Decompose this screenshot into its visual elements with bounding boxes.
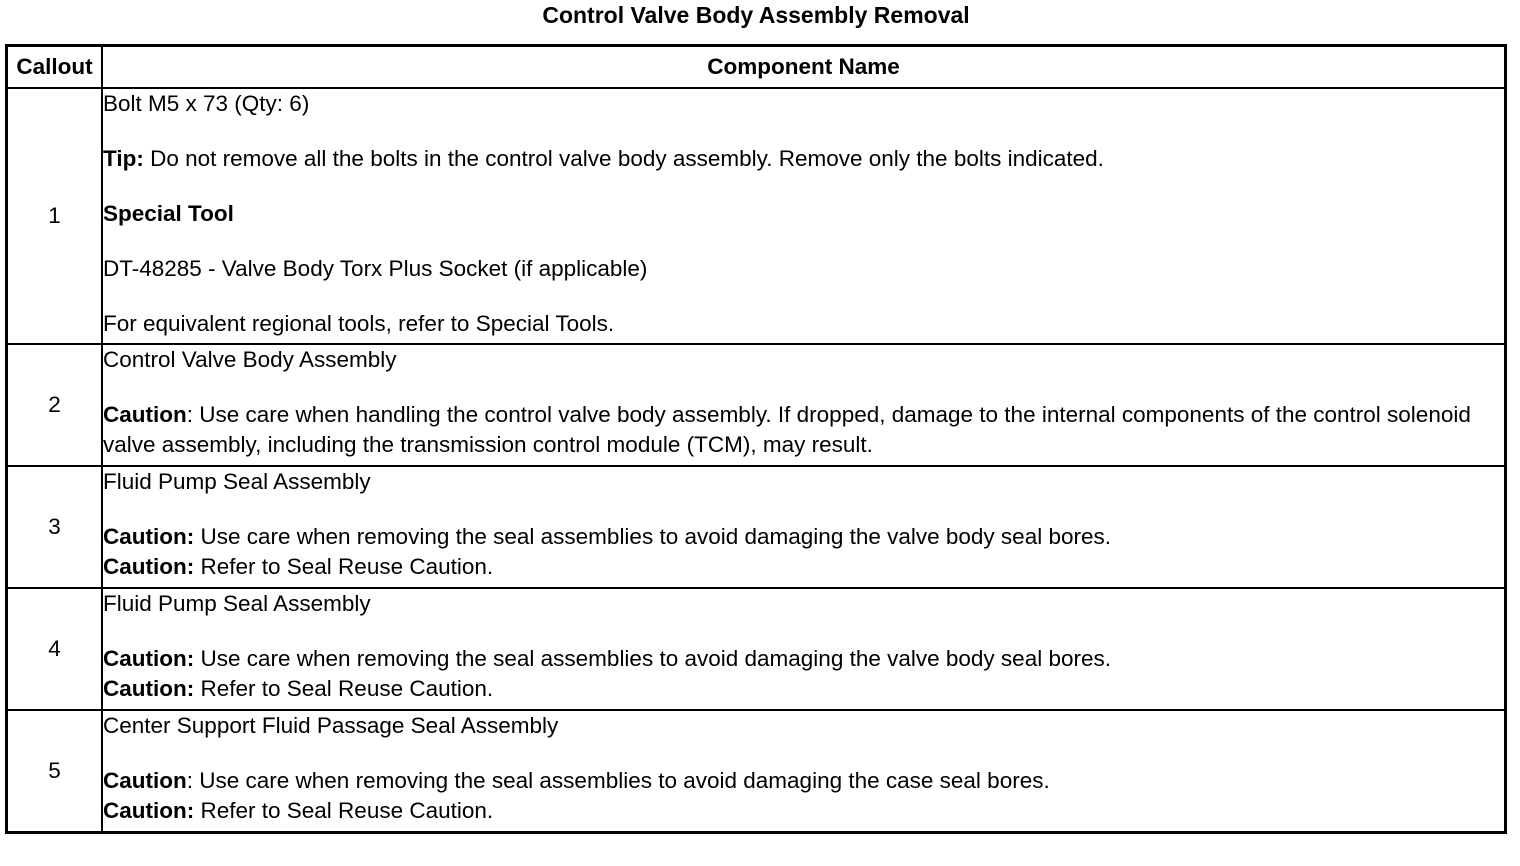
- table-row: [7, 710, 1506, 833]
- caution-label: Caution: [103, 402, 187, 427]
- caution-text: Use care when removing the seal assemblies to avoid damaging the valve body seal bores.: [194, 524, 1111, 549]
- caution-text: : Use care when handling the control valve body assembly. If dropped, damage to the internal components of the control solenoid valve assembly, including the transmission control module (TCM), may result.: [103, 402, 1471, 457]
- callout-column-header: Callout: [7, 46, 103, 89]
- callout-number: 1: [7, 88, 103, 344]
- caution-label: Caution:: [103, 798, 195, 823]
- component-name: Fluid Pump Seal Assembly: [103, 591, 371, 616]
- component-description: [102, 466, 1506, 588]
- caution-notes: [103, 766, 1504, 826]
- caution-label: Caution:: [103, 676, 195, 701]
- component-name: Bolt M5 x 73 (Qty: 6): [103, 91, 310, 116]
- caution-note: [103, 400, 1504, 460]
- caution-text: : Use care when removing the seal assemblies to avoid damaging the case seal bores.: [186, 768, 1050, 793]
- callout-number: 2: [7, 344, 103, 466]
- table-row: [7, 344, 1506, 466]
- component-name: Fluid Pump Seal Assembly: [103, 469, 371, 494]
- component-description: [102, 88, 1506, 344]
- caution-label: Caution:: [103, 554, 195, 579]
- component-description: [102, 710, 1506, 833]
- caution-label: Caution:: [103, 646, 195, 671]
- tip-text: Do not remove all the bolts in the control valve body assembly. Remove only the bolts indicated.: [143, 146, 1104, 171]
- caution-notes: [103, 522, 1504, 582]
- table-header-row: [7, 46, 1506, 89]
- caution-notes: [103, 644, 1504, 704]
- caution-text: Use care when removing the seal assemblies to avoid damaging the valve body seal bores.: [194, 646, 1111, 671]
- caution-text: Refer to Seal Reuse Caution.: [194, 798, 494, 823]
- component-table: [5, 44, 1507, 834]
- table-row: [7, 588, 1506, 710]
- equivalent-tools-note: For equivalent regional tools, refer to Special Tools.: [103, 311, 615, 336]
- page-title: Control Valve Body Assembly Removal: [542, 2, 970, 28]
- component-description: [102, 588, 1506, 710]
- table-row: [7, 466, 1506, 588]
- table-row: [7, 88, 1506, 344]
- caution-text: Refer to Seal Reuse Caution.: [194, 554, 494, 579]
- component-name: Control Valve Body Assembly: [103, 347, 397, 372]
- component-name-column-header: Component Name: [102, 46, 1506, 89]
- caution-label: Caution: [103, 768, 187, 793]
- caution-text: Refer to Seal Reuse Caution.: [194, 676, 494, 701]
- tip-note: [103, 144, 1504, 174]
- special-tool-item: DT-48285 - Valve Body Torx Plus Socket (if applicable): [103, 256, 648, 281]
- callout-number: 3: [7, 466, 103, 588]
- tip-label: Tip:: [103, 146, 144, 171]
- callout-number: 5: [7, 710, 103, 833]
- component-description: [102, 344, 1506, 466]
- caution-label: Caution:: [103, 524, 195, 549]
- component-name: Center Support Fluid Passage Seal Assembly: [103, 713, 559, 738]
- callout-number: 4: [7, 588, 103, 710]
- special-tool-heading: Special Tool: [103, 201, 234, 226]
